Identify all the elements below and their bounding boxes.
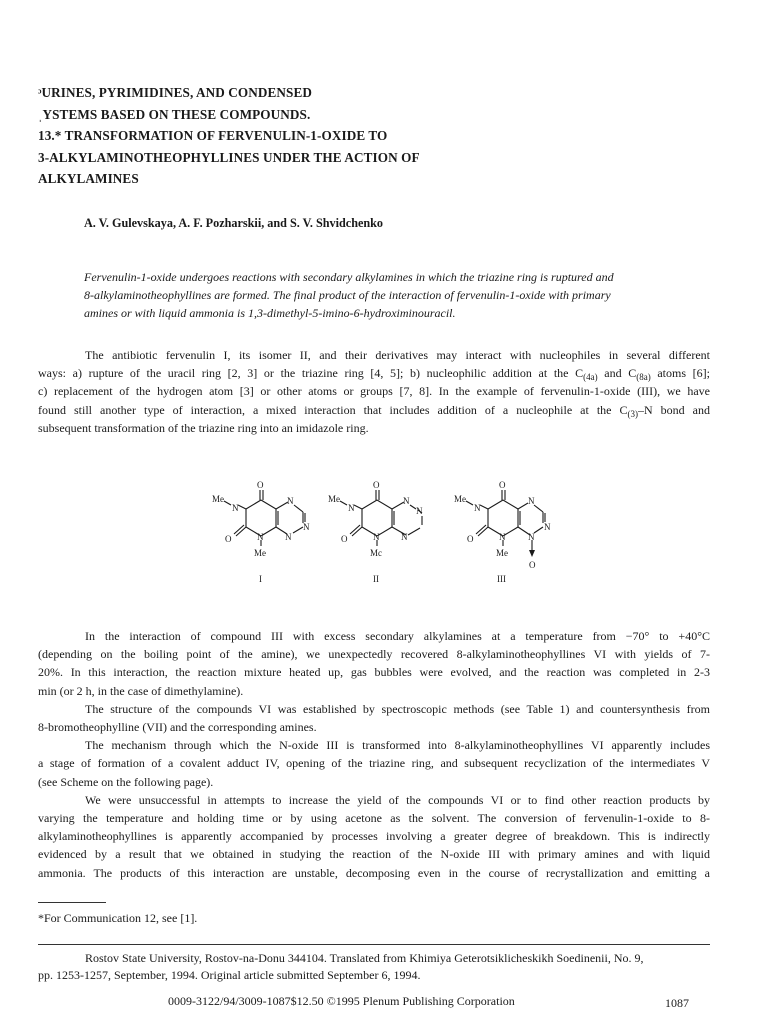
subscript: (8a) [636,372,651,383]
text-line: subsequent transformation of the triazine ring into an imidazole ring. [38,420,369,435]
text-line: The mechanism through which the N-oxide III is transformed into 8-alkylaminotheophyllines VI apparently includes [85,738,710,753]
structure-scheme [190,478,570,588]
nitrogen-atom: N [544,522,551,532]
footnote: *For Communication 12, see [1]. [38,911,198,925]
text-line: evidenced by a result that we obtained in studying the reaction of the N-oxide III with primary amines and with liquid [38,847,710,862]
methyl-label: Me [454,494,466,504]
compound-i-structure [212,480,310,584]
title-line: ALKYLAMINES [38,171,139,186]
title-line: 13.* TRANSFORMATION OF FERVENULIN-1-OXIDE TO [38,128,388,143]
nitrogen-atom: N [499,532,506,542]
text-line: varying the temperature and holding time or by using acetone as the solvent. The conversion of fervenulin-1-oxide to 8- [38,811,710,826]
nitrogen-atom: N [373,532,380,542]
nitrogen-atom: N [348,503,355,513]
affiliation-line: Rostov State University, Rostov-na-Donu 344104. Translated from Khimiya Geterotsiklicheskikh Soedinenii, No. 9, [85,951,644,965]
oxygen-atom: O [341,534,348,544]
text-line: The antibiotic fervenulin I, its isomer II, and their derivatives may interact with nucleophiles in several different [85,348,710,362]
oxygen-atom: O [529,560,536,570]
subscript: (4a) [583,372,598,383]
nitrogen-atom: N [303,522,310,532]
text-line: 8-bromotheophylline (VII) and the corresponding amines. [38,720,317,735]
text-line: The structure of the compounds VI was established by spectroscopic methods (see Table 1) and countersynthesis from [85,701,710,716]
text-line: 20%. In this interaction, the reaction mixture heated up, gas bubbles were evolved, and the reaction was completed in 2-3 [38,665,710,680]
text-line: ammonia. The products of this interaction are unstable, decomposing even in the course of recrystallization and emitting a [38,865,710,880]
subscript: (3) [627,408,638,419]
compound-label: II [373,574,379,584]
abstract-line: amines or with liquid ammonia is 1,3-dimethyl-5-imino-6-hydroximinouracil. [84,306,456,321]
methyl-label: Me [254,548,266,558]
text-line: (see Scheme on the following page). [38,774,214,789]
text-line: ways: a) rupture of the uracil ring [2, 3] or the triazine ring [4, 5]; b) nucleophilic addition at the $C_{(4a)}$ and $C_{(8a)}$ atoms [6]; [38,366,710,383]
text-line: (depending on the boiling point of the amine), we unexpectedly recovered 8-alkylaminotheophyllines VI with yields of 7- [38,647,710,662]
abstract-line: 8-alkylaminotheophyllines are formed. The final product of the interaction of fervenulin-1-oxide with primary [84,288,611,303]
arrow-icon [529,550,535,557]
nitrogen-atom: N [416,506,423,516]
page-number: 1087 [665,996,689,1010]
footnote-divider [38,902,106,903]
text-line: c) replacement of the hydrogen atom [3] or other atoms or groups [7, 8]. In the example of fervenulin-1-oxide (III), we have [38,384,710,399]
article-title [38,82,678,190]
text-line: found still another type of interaction, a mixed interaction that includes addition of a nucleophile at the $C_{(3)}-N$ bond and [38,402,710,419]
text-line: a stage of formation of a covalent adduct IV, opening of the triazine ring, and subsequent recyclization of the intermediates V [38,756,710,771]
affiliation-note [38,950,710,984]
author-list: A. V. Gulevskaya, A. F. Pozharskii, and S. V. Shvidchenko [84,216,384,230]
methyl-label: Me [212,494,224,504]
nitrogen-atom: N [401,532,408,542]
text-line: alkylaminotheophyllines is apparently accompanied by processes involving a greater degree of breakdown. This is indirectly [38,829,710,844]
nitrogen-atom: N [232,503,239,513]
nitrogen-atom: N [257,532,264,542]
abstract-line: Fervenulin-1-oxide undergoes reactions with secondary alkylamines in which the triazine ring is ruptured and [84,270,614,284]
text-line: In the interaction of compound III with excess secondary alkylamines at a temperature from −70° to +40°C [85,629,710,643]
compound-ii-structure [328,480,423,584]
title-line: ˌYSTEMS BASED ON THESE COMPOUNDS. [38,106,311,122]
nitrogen-atom: N [528,496,535,506]
nitrogen-atom: N [287,496,294,506]
text-line: We were unsuccessful in attempts to increase the yield of the compounds VI or to find other reaction products by [85,792,710,807]
affiliation-divider [38,944,710,945]
compound-label: III [497,574,506,584]
nitrogen-atom: N [528,532,535,542]
nitrogen-atom: N [285,532,292,542]
affiliation-line: pp. 1253-1257, September, 1994. Original article submitted September 6, 1994. [38,968,421,982]
oxygen-atom: O [225,534,232,544]
nitrogen-atom: N [403,496,410,506]
intro-paragraph [38,346,710,437]
abstract [84,268,688,323]
title-line: 3-ALKYLAMINOTHEOPHYLLINES UNDER THE ACTION OF [38,149,420,165]
methyl-label: Mc [370,548,382,558]
oxygen-atom: O [467,534,474,544]
text-line: min (or 2 h, in the case of dimethylamine). [38,683,244,698]
issn-line: 0009-3122/94/3009-1087$12.50 ©1995 Plenum Publishing Corporation [168,994,515,1008]
nitrogen-atom: N [474,503,481,513]
methyl-label: Me [496,548,508,558]
compound-label: I [259,574,262,584]
oxygen-atom: O [499,480,506,490]
methyl-label: Me [328,494,340,504]
results-section [38,627,710,882]
compound-iii-structure [454,480,551,584]
oxygen-atom: O [373,480,380,490]
title-line: ᵓURINES, PYRIMIDINES, AND CONDENSED [38,85,313,100]
oxygen-atom: O [257,480,264,490]
